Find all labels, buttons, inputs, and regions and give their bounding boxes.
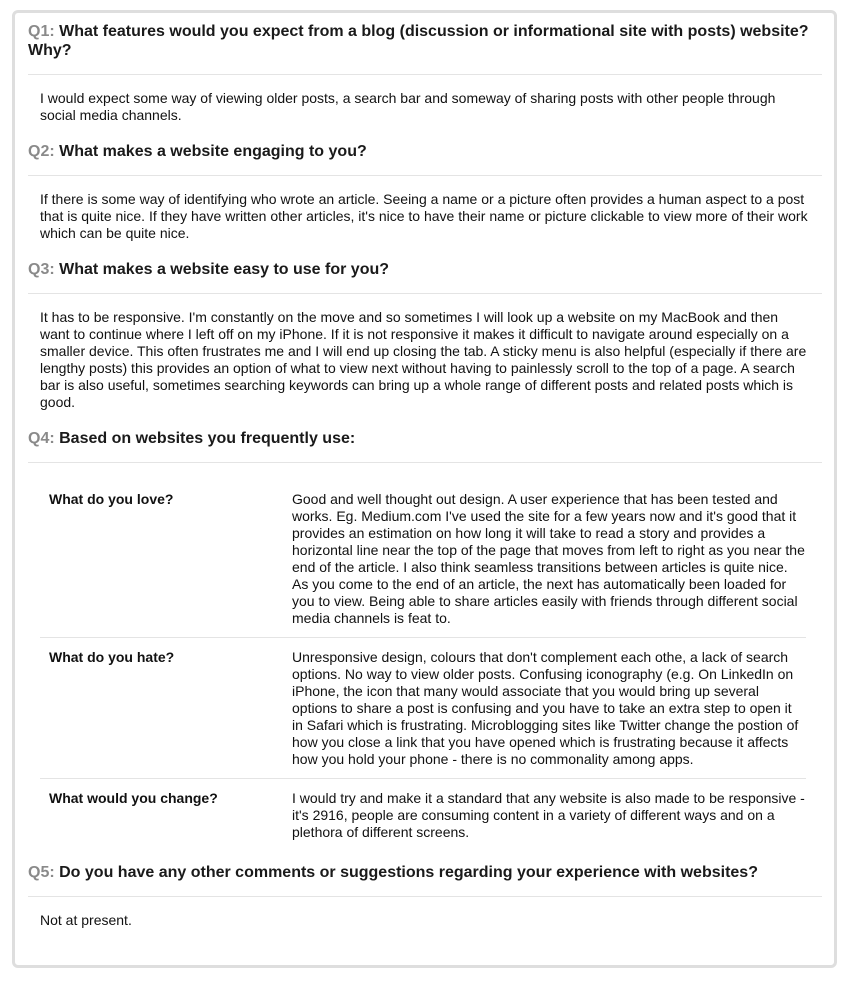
question-heading — [28, 22, 822, 75]
grid-row-label: What do you love? — [49, 491, 174, 507]
question-block-q5 — [28, 863, 822, 947]
question-block-q4 — [28, 429, 822, 863]
answer-text: If there is some way of identifying who wrote an article. Seeing a name or a picture often provides a human aspect to a post that is quite nice. If they have written other articles, it's nice to have their name or picture clickable to view more of their work which can be quite nice. — [40, 191, 808, 241]
question-text: Based on websites you frequently use: — [59, 430, 356, 447]
grid-row-label: What would you change? — [40, 779, 292, 852]
question-text: What makes a website easy to use for you? — [59, 261, 390, 278]
question-block-q2 — [28, 142, 822, 260]
grid-row-value: Good and well thought out design. A user experience that has been tested and works. Eg. Medium.com I've used the site for a few years now and it's good that it provides an estimation on how long it will take to read a story and provides a horizontal line near the top of the page that moves from left to right as you near the end of the article. I also think seamless transitions between articles is quite nice. As you come to the end of an article, the next has automatically been loaded for you to view. Being able to share articles easily with friends through different social media channels is feat to. — [292, 491, 805, 626]
grid-row-hate — [40, 638, 806, 779]
question-number: Q1: — [28, 23, 55, 40]
question-block-q3 — [28, 260, 822, 429]
question-heading — [28, 142, 822, 176]
question-number: Q2: — [28, 143, 55, 160]
answer-text: Not at present. — [40, 912, 132, 928]
question-number: Q4: — [28, 430, 55, 447]
question-text: Do you have any other comments or suggestions regarding your experience with websites? — [59, 864, 758, 881]
question-number: Q3: — [28, 261, 55, 278]
grid-row-love — [40, 480, 806, 638]
question-heading — [28, 260, 822, 294]
question-text: What makes a website engaging to you? — [59, 143, 367, 160]
question-heading — [28, 863, 822, 897]
grid-row-value: Unresponsive design, colours that don't complement each othe, a lack of search options. No way to view older posts. Confusing iconography (e.g. On LinkedIn on iPhone, the icon that many would associate that you would bring up several options to share a post is confusing and you have to take an extra step to open it in Safari which is frustrating. Microblogging sites like Twitter change the postion of how you close a link that you have opened which is frustrating because it affects how you hold your phone - there is no commonality among apps. — [292, 638, 806, 779]
survey-responses — [28, 22, 822, 947]
answer-text: I would expect some way of viewing older posts, a search bar and someway of sharing posts with other people through social media channels. — [40, 90, 776, 123]
answer-grid-wrapper — [28, 463, 822, 863]
question-block-q1 — [28, 22, 822, 142]
grid-row-label: What do you hate? — [40, 638, 292, 779]
question-number: Q5: — [28, 864, 55, 881]
grid-row-value: I would try and make it a standard that any website is also made to be responsive - it's 2916, people are consuming content in a variety of different ways and on a plethora of different screens. — [292, 779, 806, 852]
question-text: What features would you expect from a blog (discussion or informational site with posts) website? Why? — [28, 23, 809, 59]
answer-grid — [40, 480, 806, 851]
question-heading — [28, 429, 822, 463]
answer-text: It has to be responsive. I'm constantly on the move and so sometimes I will look up a website on my MacBook and then want to continue where I left off on my iPhone. If it is not responsive it makes it difficult to navigate around especially on a smaller device. This often frustrates me and I will end up closing the tab. A sticky menu is also helpful (especially if there are lengthy posts) this provides an option of what to view next without having to painlessly scroll to the top of a page. A search bar is also useful, sometimes searching keywords can bring up a whole range of different posts and related posts which is good. — [40, 309, 807, 410]
grid-row-change — [40, 779, 806, 852]
